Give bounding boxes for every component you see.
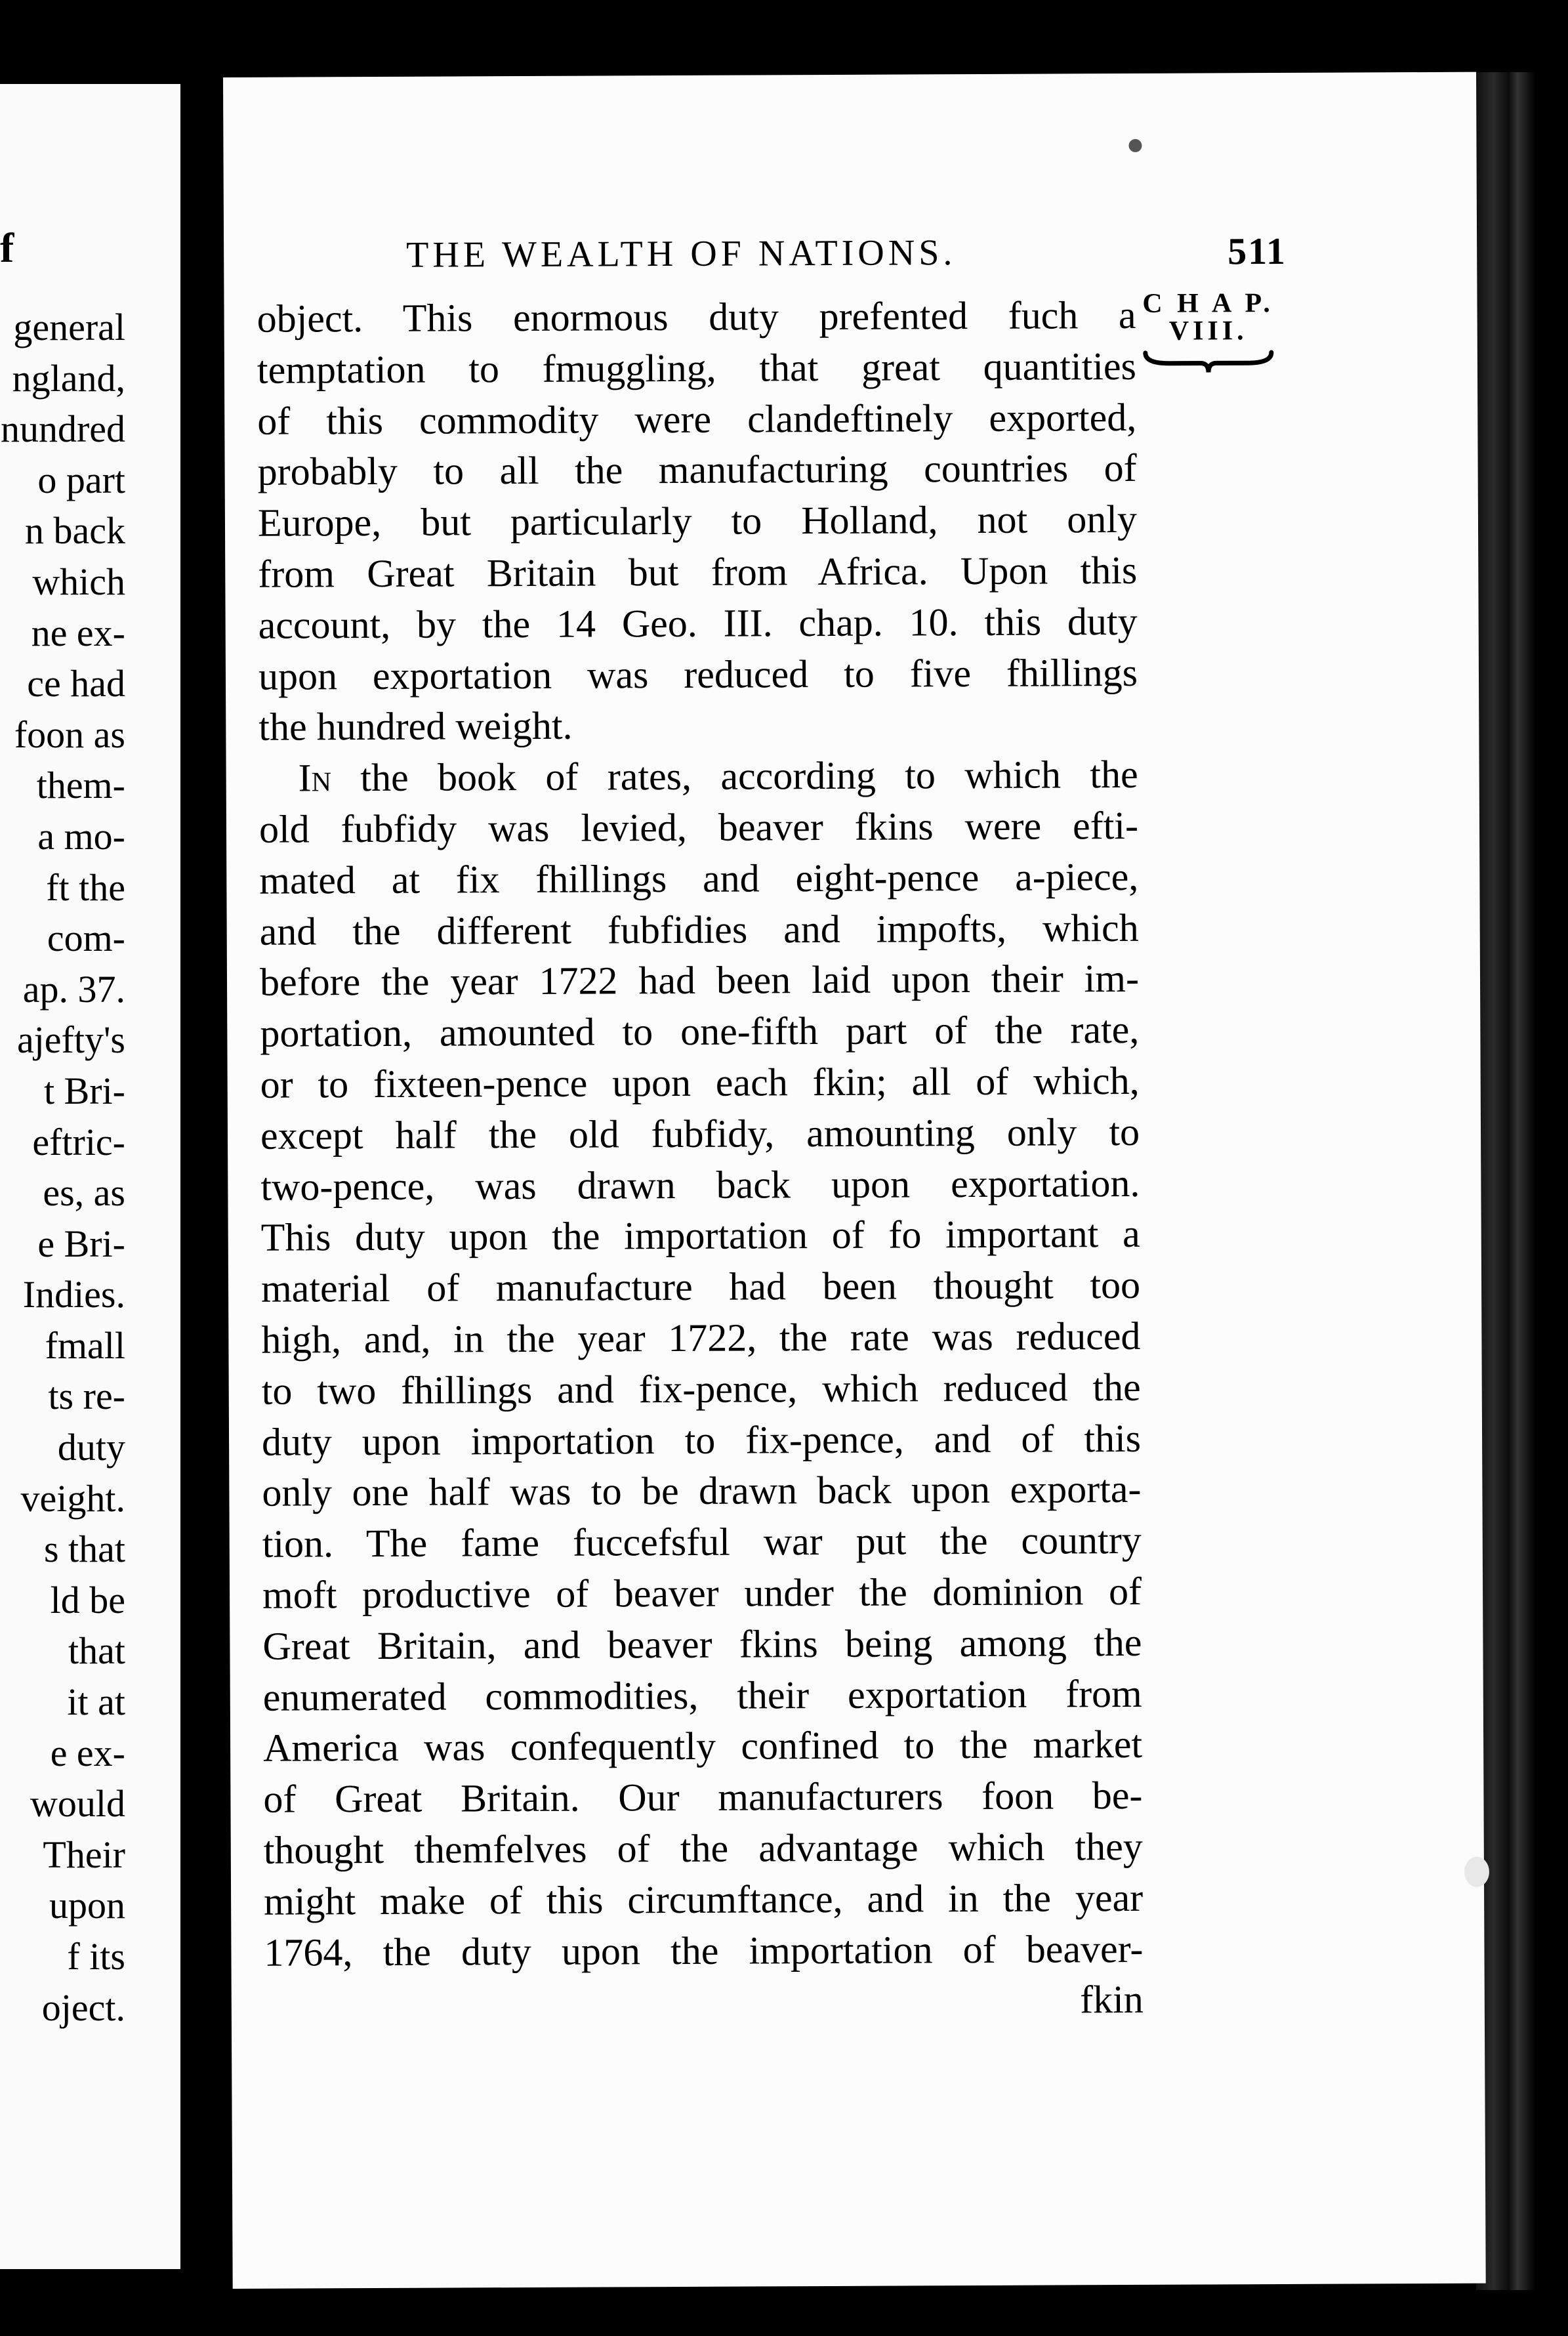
text-line-paragraph-start bbox=[258, 749, 1138, 804]
text-line: portation, amounted to one-fifth part of the rate, bbox=[260, 1008, 1140, 1055]
text-line: from Great Britain but from Africa. Upon this bbox=[258, 548, 1138, 596]
previous-page-line: s that bbox=[43, 1528, 125, 1571]
text-line: duty upon importation to fix-pence, and of this bbox=[261, 1416, 1142, 1464]
previous-page-line: it at bbox=[67, 1680, 125, 1724]
previous-page-line: ld be bbox=[50, 1578, 125, 1621]
text-line: moft productive of beaver under the dominion of bbox=[262, 1569, 1142, 1617]
text-line: two-pence, was drawn back upon exportation. bbox=[260, 1161, 1140, 1209]
previous-page-line: nundred bbox=[0, 407, 125, 451]
text-line: temptation to fmuggling, that great quantities bbox=[257, 344, 1137, 392]
previous-page-fragment bbox=[0, 84, 180, 2269]
margin-note-number: VIII. bbox=[1168, 316, 1248, 346]
brace-icon bbox=[1143, 348, 1274, 375]
text-line: mated at fix fhillings and eight-pence a-piece, bbox=[259, 854, 1139, 902]
previous-page-line: f its bbox=[67, 1935, 125, 1978]
text-line: to two fhillings and fix-pence, which reduced the bbox=[261, 1365, 1141, 1413]
previous-page-line: com- bbox=[47, 917, 125, 960]
text-line: or to fixteen-pence upon each fkin; all of which, bbox=[260, 1058, 1140, 1106]
previous-page-line: ajefty's bbox=[16, 1018, 125, 1062]
text-line: America was confequently confined to the market bbox=[262, 1722, 1143, 1770]
previous-page-lines bbox=[1, 302, 125, 2033]
previous-page-line: which bbox=[32, 560, 125, 603]
catchword: fkin bbox=[1079, 1978, 1144, 2022]
previous-page-line: fmall bbox=[45, 1324, 125, 1367]
previous-page-line: Their bbox=[43, 1833, 125, 1876]
text-line: the hundred weight. bbox=[258, 704, 573, 749]
text-line: of Great Britain. Our manufacturers foon be- bbox=[263, 1774, 1143, 1821]
previous-page-line: o part bbox=[37, 458, 125, 501]
text-line: enumerated commodities, their exportation from bbox=[262, 1671, 1142, 1719]
previous-page-line: eftric- bbox=[32, 1120, 125, 1163]
previous-page-line: t Bri- bbox=[43, 1069, 125, 1112]
paper-speck bbox=[1464, 1857, 1489, 1887]
text-line: might make of this circumftance, and in the year bbox=[263, 1875, 1144, 1923]
margin-note bbox=[1139, 289, 1277, 375]
book-gutter bbox=[180, 72, 220, 2277]
previous-page-mark: f bbox=[0, 224, 14, 271]
body-text bbox=[257, 290, 1144, 2030]
previous-page-line: es, as bbox=[43, 1171, 125, 1215]
previous-page-line: them- bbox=[36, 764, 125, 807]
text-line-rest: the book of rates, according to which the bbox=[360, 753, 1138, 800]
page-number: 511 bbox=[1228, 229, 1287, 273]
paragraph-initial: In bbox=[298, 756, 332, 800]
previous-page-line: ngland, bbox=[12, 356, 125, 400]
text-line: Great Britain, and beaver fkins being among the bbox=[262, 1620, 1142, 1668]
previous-page-line: foon as bbox=[14, 713, 125, 756]
previous-page-line: veight. bbox=[20, 1476, 125, 1520]
text-line: of this commodity were clandeftinely exported, bbox=[257, 395, 1137, 443]
previous-page-line: general bbox=[13, 306, 125, 348]
text-line: old fubfidy was levied, beaver fkins were efti- bbox=[258, 803, 1139, 851]
previous-page-line: Indies. bbox=[22, 1273, 125, 1316]
text-line: and the different fubfidies and impofts, which bbox=[259, 906, 1139, 953]
previous-page-line: e Bri- bbox=[37, 1222, 125, 1265]
previous-page-line: ft the bbox=[46, 866, 125, 909]
previous-page-line: a mo- bbox=[37, 814, 125, 858]
previous-page-line: that bbox=[68, 1629, 125, 1673]
text-line: upon exportation was reduced to five fhillings bbox=[258, 650, 1138, 698]
text-line: object. This enormous duty prefented fuch a bbox=[257, 293, 1136, 341]
previous-page-line: would bbox=[30, 1782, 125, 1825]
text-line: high, and, in the year 1722, the rate was reduced bbox=[261, 1314, 1141, 1362]
text-line: thought themfelves of the advantage which they bbox=[263, 1824, 1143, 1872]
previous-page-line: ne ex- bbox=[31, 611, 125, 654]
previous-page-line: oject. bbox=[41, 1986, 125, 2029]
text-line: tion. The fame fuccefsful war put the country bbox=[262, 1518, 1142, 1566]
book-page bbox=[223, 72, 1486, 2289]
previous-page-line: ce had bbox=[27, 662, 125, 705]
text-line: 1764, the duty upon the importation of beaver- bbox=[264, 1927, 1144, 1974]
text-line: Europe, but particularly to Holland, not only bbox=[257, 497, 1138, 545]
text-line: probably to all the manufacturing countries of bbox=[257, 446, 1137, 494]
text-line: except half the old fubfidy, amounting only to bbox=[260, 1110, 1140, 1158]
margin-note-chapter: C H A P. bbox=[1142, 288, 1274, 319]
text-line: This duty upon the importation of fo important a bbox=[260, 1212, 1140, 1260]
text-line: material of manufacture had been thought too bbox=[260, 1263, 1141, 1310]
text-line: account, by the 14 Geo. III. chap. 10. this duty bbox=[258, 599, 1138, 647]
previous-page-line: e ex- bbox=[50, 1731, 125, 1774]
previous-page-line: n back bbox=[25, 509, 125, 553]
previous-page-line: duty bbox=[57, 1426, 125, 1469]
previous-page-line: ts re- bbox=[48, 1375, 125, 1418]
previous-page-line: upon bbox=[49, 1884, 125, 1927]
previous-page-line: ap. 37. bbox=[22, 967, 125, 1011]
running-head: THE WEALTH OF NATIONS. bbox=[406, 232, 957, 276]
text-line: only one half was to be drawn back upon exporta- bbox=[262, 1467, 1142, 1515]
paper-speck bbox=[1128, 139, 1142, 152]
text-line: before the year 1722 had been laid upon their im- bbox=[259, 957, 1140, 1005]
page-edge-shadow bbox=[1476, 72, 1535, 2290]
